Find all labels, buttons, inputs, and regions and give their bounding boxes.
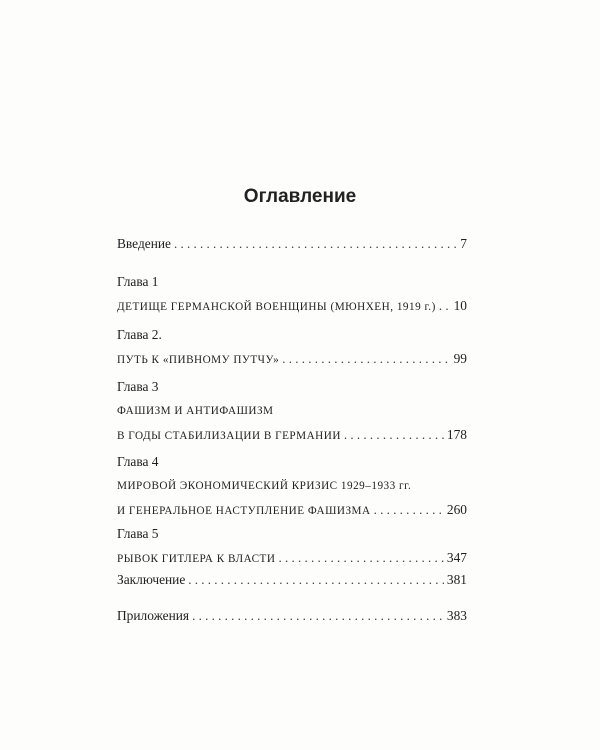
- toc-line: [117, 546, 467, 570]
- toc-line: [117, 604, 467, 628]
- toc-line: [117, 294, 467, 318]
- dot-leader: [282, 347, 450, 371]
- toc-line: [117, 347, 467, 371]
- toc-line: [117, 423, 467, 447]
- page-number: 178: [446, 427, 467, 442]
- toc-entry[interactable]: [117, 270, 467, 318]
- toc-line: [117, 568, 467, 592]
- chapter-label: Глава 2.: [117, 327, 162, 342]
- toc-line-text: И ГЕНЕРАЛЬНОЕ НАСТУПЛЕНИЕ ФАШИЗМА: [117, 505, 371, 517]
- toc-entry[interactable]: [117, 375, 467, 447]
- dot-leader: [174, 232, 457, 256]
- page-title: Оглавление: [243, 186, 357, 207]
- toc-entry[interactable]: [117, 232, 467, 256]
- dot-leader: [278, 546, 443, 570]
- dot-leader: [344, 423, 444, 447]
- toc-line: [117, 498, 467, 522]
- toc-line-text: ДЕТИЩЕ ГЕРМАНСКОЙ ВОЕНЩИНЫ (МЮНХЕН, 1919 г.): [117, 301, 436, 313]
- toc-line-text: РЫВОК ГИТЛЕРА К ВЛАСТИ: [117, 553, 276, 565]
- chapter-label: Глава 3: [117, 379, 159, 394]
- chapter-label: Глава 4: [117, 454, 159, 469]
- toc-line-text: МИРОВОЙ ЭКОНОМИЧЕСКИЙ КРИЗИС 1929–1933 гг.: [117, 480, 412, 492]
- page-number: 7: [460, 236, 467, 251]
- toc-line-text: ПУТЬ К «ПИВНОМУ ПУТЧУ»: [117, 354, 280, 366]
- chapter-label: Глава 1: [117, 274, 159, 289]
- dot-leader: [439, 294, 451, 318]
- toc-line: [117, 232, 467, 256]
- chapter-label: Глава 5: [117, 526, 159, 541]
- toc-line: [117, 399, 467, 423]
- toc-line-text: ФАШИЗМ И АНТИФАШИЗМ: [117, 405, 274, 417]
- toc-line-text: Приложения: [117, 608, 190, 623]
- toc-line-text: В ГОДЫ СТАБИЛИЗАЦИИ В ГЕРМАНИИ: [117, 430, 341, 442]
- toc-entry[interactable]: [117, 450, 467, 522]
- page-number: 383: [446, 608, 467, 623]
- toc-entry[interactable]: [117, 522, 467, 570]
- page-number: 381: [446, 572, 467, 587]
- page-number: 99: [453, 351, 467, 366]
- dot-leader: [188, 568, 444, 592]
- dot-leader: [192, 604, 444, 628]
- page-number: 260: [446, 502, 467, 517]
- page-number: 10: [453, 298, 467, 313]
- toc-entry[interactable]: [117, 604, 467, 628]
- toc-line-text: Введение: [117, 236, 171, 251]
- dot-leader: [374, 498, 444, 522]
- toc-line-text: Заключение: [117, 572, 186, 587]
- toc-line: [117, 474, 467, 498]
- toc-entry[interactable]: [117, 568, 467, 592]
- page-number: 347: [446, 550, 467, 565]
- toc-entry[interactable]: [117, 323, 467, 371]
